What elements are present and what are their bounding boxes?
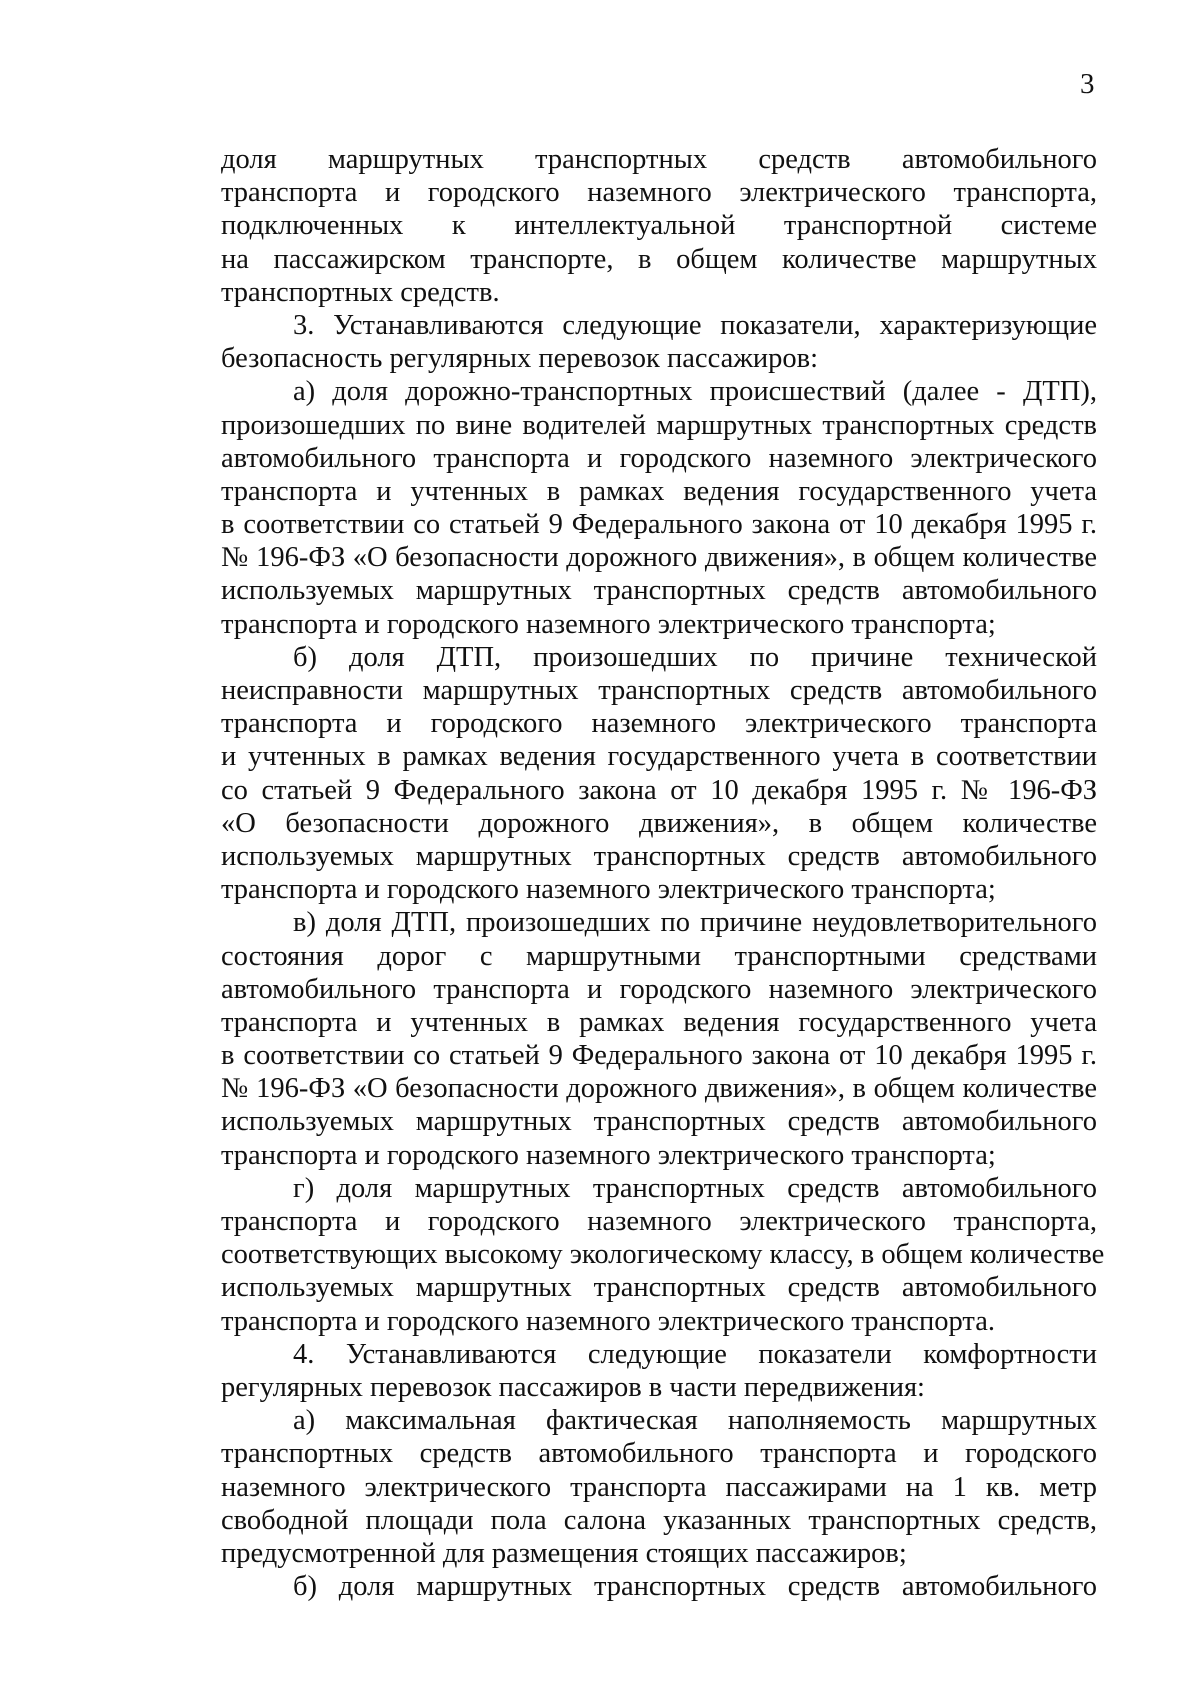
text-line: автомобильного транспорта и городского наземного электрического (221, 973, 1097, 1005)
text-line: г) доля маршрутных транспортных средств автомобильного (293, 1172, 1097, 1204)
text-line: транспорта и городского наземного электрического транспорта; (221, 1139, 996, 1171)
text-line: в соответствии со статьей 9 Федерального закона от 10 декабря 1995 г. (221, 1040, 1097, 1072)
text-line: в соответствии со статьей 9 Федерального закона от 10 декабря 1995 г. (221, 509, 1097, 541)
text-line: транспорта и городского наземного электрического транспорта; (221, 608, 996, 640)
text-line: соответствующих высокому экологическому классу, в общем количестве (221, 1239, 1105, 1271)
text-line: доля маршрутных транспортных средств автомобильного (221, 144, 1097, 175)
text-line: транспортных средств. (221, 276, 500, 308)
text-line: подключенных к интеллектуальной транспортной системе (221, 210, 1097, 242)
text-line: произошедших по вине водителей маршрутных транспортных средств (221, 409, 1097, 441)
text-line: в) доля ДТП, произошедших по причине неудовлетворительного (293, 907, 1097, 939)
text-line: № 196-ФЗ «О безопасности дорожного движения», в общем количестве (221, 1073, 1097, 1105)
paragraph (221, 1338, 1097, 1404)
text-line: а) доля дорожно-транспортных происшествий (далее - ДТП), (293, 376, 1097, 408)
paragraph (221, 906, 1097, 1172)
paragraph (221, 1172, 1105, 1338)
text-line: используемых маршрутных транспортных средств автомобильного (221, 575, 1097, 607)
paragraph (221, 1570, 1097, 1603)
paragraph (221, 309, 1097, 375)
text-line: транспорта и городского наземного электрического транспорта (221, 708, 1097, 740)
text-line: транспорта и учтенных в рамках ведения государственного учета (221, 475, 1097, 507)
text-line: транспорта и учтенных в рамках ведения государственного учета (221, 1006, 1097, 1038)
paragraph (221, 1404, 1097, 1570)
text-line: используемых маршрутных транспортных средств автомобильного (221, 1272, 1097, 1304)
text-line: со статьей 9 Федерального закона от 10 декабря 1995 г. № 196-ФЗ (221, 774, 1097, 806)
text-line: регулярных перевозок пассажиров в части передвижения: (221, 1371, 925, 1403)
text-line: используемых маршрутных транспортных средств автомобильного (221, 840, 1097, 872)
text-line: безопасность регулярных перевозок пассажиров: (221, 343, 819, 375)
text-line: транспорта и городского наземного электрического транспорта. (221, 1305, 995, 1337)
page-number: 3 (1080, 68, 1095, 100)
text-line: 4. Устанавливаются следующие показатели комфортности (293, 1338, 1097, 1370)
text-line: б) доля маршрутных транспортных средств автомобильного (293, 1571, 1097, 1603)
text-line: № 196-ФЗ «О безопасности дорожного движения», в общем количестве (221, 542, 1097, 574)
text-line: наземного электрического транспорта пассажирами на 1 кв. метр (221, 1471, 1097, 1503)
text-line: и учтенных в рамках ведения государственного учета в соответствии (221, 741, 1097, 773)
text-line: автомобильного транспорта и городского наземного электрического (221, 442, 1097, 474)
paragraph (221, 143, 1097, 309)
text-line: а) максимальная фактическая наполняемость маршрутных (293, 1405, 1097, 1437)
text-line: транспорта и городского наземного электрического транспорта, (221, 177, 1097, 209)
text-line: свободной площади пола салона указанных транспортных средств, (221, 1504, 1097, 1536)
text-line: на пассажирском транспорте, в общем количестве маршрутных (221, 243, 1097, 275)
paragraph (221, 641, 1097, 907)
text-line: состояния дорог с маршрутными транспортными средствами (221, 940, 1097, 972)
text-line: транспорта и городского наземного электрического транспорта, (221, 1206, 1097, 1237)
document-body (221, 143, 1105, 1603)
text-line: транспорта и городского наземного электрического транспорта; (221, 874, 996, 906)
text-line: неисправности маршрутных транспортных средств автомобильного (221, 675, 1097, 706)
text-line: используемых маршрутных транспортных средств автомобильного (221, 1106, 1097, 1138)
text-line: «О безопасности дорожного движения», в общем количестве (221, 807, 1097, 839)
text-line: 3. Устанавливаются следующие показатели, характеризующие (293, 309, 1097, 341)
text-line: транспортных средств автомобильного транспорта и городского (221, 1438, 1097, 1470)
text-line: б) доля ДТП, произошедших по причине технической (293, 641, 1097, 673)
text-line: предусмотренной для размещения стоящих пассажиров; (221, 1537, 907, 1569)
paragraph (221, 375, 1097, 641)
